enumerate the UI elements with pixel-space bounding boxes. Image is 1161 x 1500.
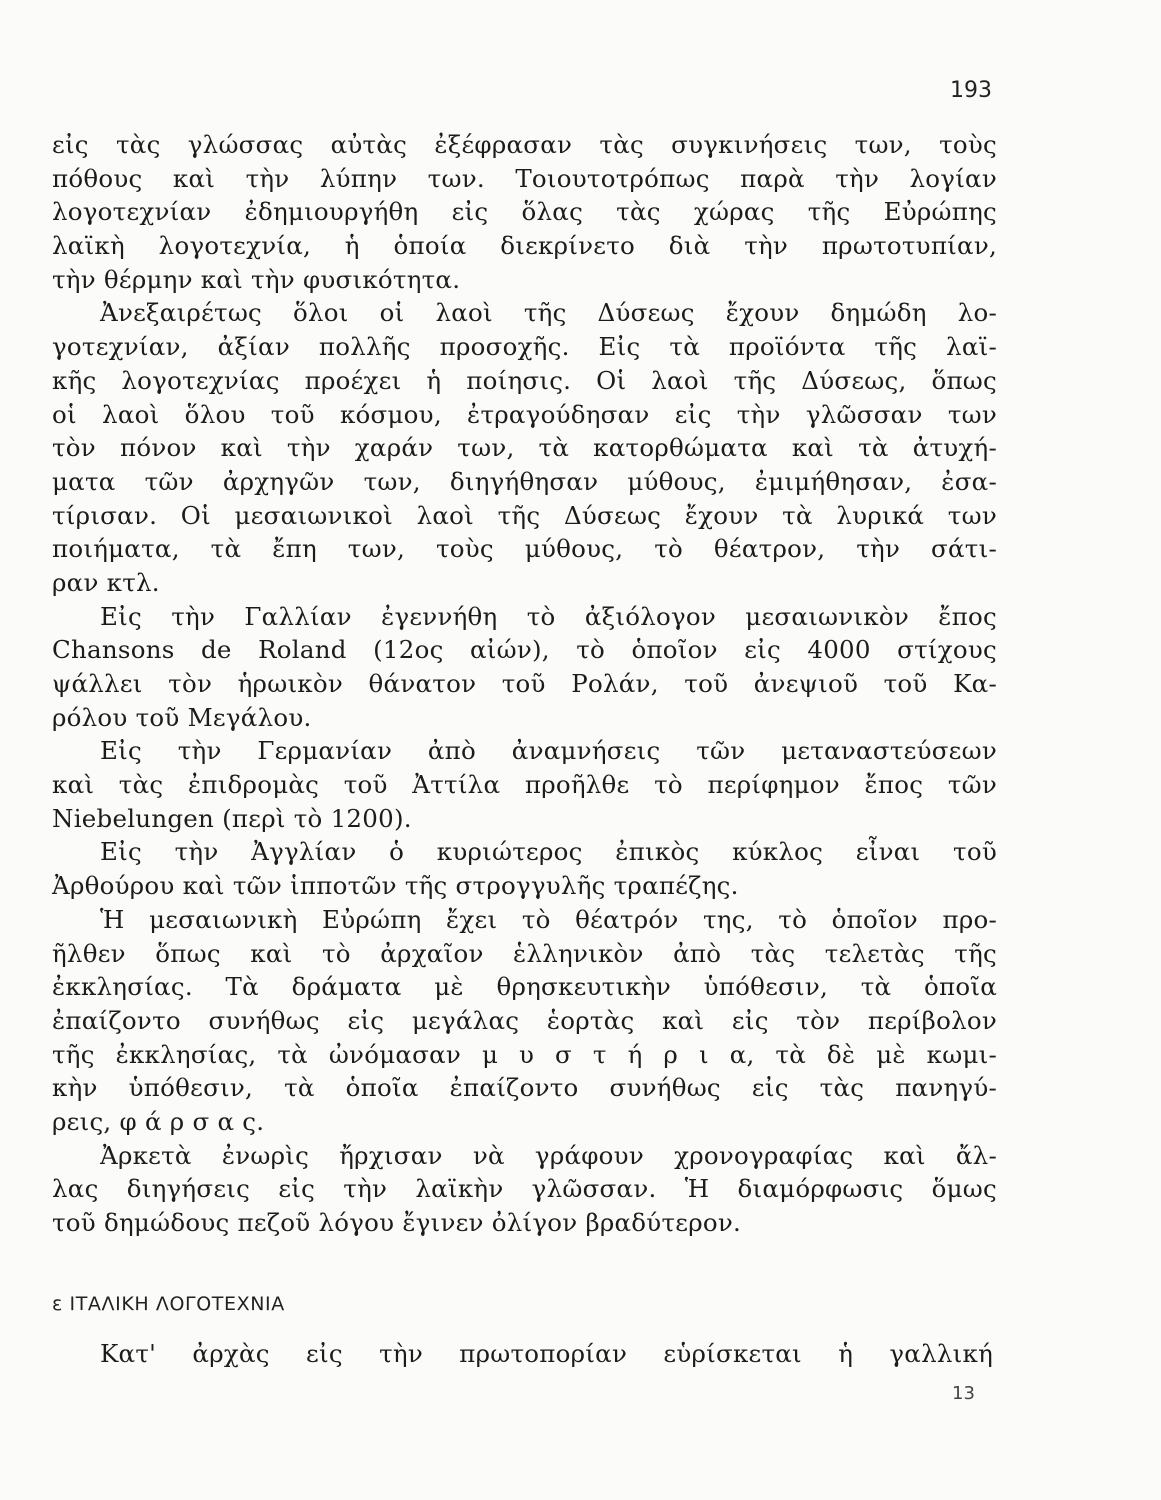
text-line: Ἡ μεσαιωνικὴ Εὐρώπη ἔχει τὸ θέατρόν της, τὸ ὁποῖον προ- xyxy=(100,904,997,934)
text-line: τίρισαν. Οἱ μεσαιωνικοὶ λαοὶ τῆς Δύσεως ἔχουν τὰ λυρικά των xyxy=(52,500,997,530)
text-line: πόθους καὶ τὴν λύπην των. Τοιουτοτρόπως παρὰ τὴν λογίαν xyxy=(52,163,997,193)
text-line: ἐπαίζοντο συνήθως εἰς μεγάλας ἑορτὰς καὶ εἰς τὸν περίβολον xyxy=(52,1005,997,1035)
text-line: Εἰς τὴν Ἀγγλίαν ὁ κυριώτερος ἐπικὸς κύκλος εἶναι τοῦ xyxy=(100,837,997,867)
body-text xyxy=(52,128,997,1240)
page-number: 193 xyxy=(950,78,992,103)
text-line: ῆλθεν ὅπως καὶ τὸ ἀρχαῖον ἑλληνικὸν ἀπὸ τὰς τελετὰς τῆς xyxy=(52,938,997,968)
text-line: Chansons de Roland (12ος αἰών), τὸ ὁποῖον εἰς 4000 στίχους xyxy=(52,635,997,665)
text-line: ψάλλει τὸν ἡρωικὸν θάνατον τοῦ Ρολάν, τοῦ ἀνεψιοῦ τοῦ Κα- xyxy=(52,669,997,698)
text-line: Ἀνεξαιρέτως ὅλοι οἱ λαοὶ τῆς Δύσεως ἔχουν δημώδη λο- xyxy=(100,298,997,328)
text-line: τὸν πόνον καὶ τὴν χαράν των, τὰ κατορθώματα καὶ τὰ ἀτυχή- xyxy=(52,433,997,463)
text-line: κὴν ὑπόθεσιν, τὰ ὁποῖα ἐπαίζοντο συνήθως εἰς τὰς πανηγύ- xyxy=(52,1073,997,1103)
text-line: τοῦ δημώδους πεζοῦ λόγου ἔγινεν ὀλίγον βραδύτερον. xyxy=(52,1208,742,1237)
text-line: ραν κτλ. xyxy=(52,567,160,597)
text-line: Ἀρκετὰ ἐνωρὶς ἤρχισαν νὰ γράφουν χρονογραφίας καὶ ἄλ- xyxy=(100,1140,997,1170)
text-line: Ἀρθούρου καὶ τῶν ἱπποτῶν τῆς στρογγυλῆς τραπέζης. xyxy=(52,871,739,901)
text-line: λαϊκὴ λογοτεχνία, ἡ ὁποία διεκρίνετο διὰ τὴν πρωτοτυπίαν, xyxy=(52,231,997,261)
text-line: λογοτεχνίαν ἐδημιουργήθη εἰς ὅλας τὰς χώρας τῆς Εὐρώπης xyxy=(52,197,997,227)
text-line: ρόλου τοῦ Μεγάλου. xyxy=(52,702,312,732)
text-line: τῆς ἐκκλησίας, τὰ ὠνόμασαν μ υ σ τ ή ρ ι α, τὰ δὲ μὲ κωμι- xyxy=(52,1039,997,1069)
text-line: ματα τῶν ἀρχηγῶν των, διηγήθησαν μύθους, ἐμιμήθησαν, ἐσα- xyxy=(52,466,997,496)
text-line: εἰς τὰς γλώσσας αὐτὰς ἐξέφρασαν τὰς συγκινήσεις των, τοὺς xyxy=(52,130,997,159)
text-line: ποιήματα, τὰ ἔπη των, τοὺς μύθους, τὸ θέατρον, τὴν σάτι- xyxy=(52,534,997,564)
text-line: τὴν θέρμην καὶ τὴν φυσικότητα. xyxy=(52,264,461,294)
text-line: γοτεχνίαν, ἀξίαν πολλῆς προσοχῆς. Εἰς τὰ προϊόντα τῆς λαϊ- xyxy=(52,332,997,362)
text-line: οἱ λαοὶ ὅλου τοῦ κόσμου, ἐτραγούδησαν εἰς τὴν γλῶσσαν των xyxy=(52,399,997,429)
text-line: Κατ' ἀρχὰς εἰς τὴν πρωτοπορίαν εὑρίσκεται ἡ γαλλική xyxy=(100,1339,993,1368)
section-heading: ε ΙΤΑΛΙΚΗ ΛΟΓΟΤΕΧΝΙΑ xyxy=(52,1293,285,1315)
text-line: κῆς λογοτεχνίας προέχει ἡ ποίησις. Οἱ λαοὶ τῆς Δύσεως, ὅπως xyxy=(52,365,997,395)
text-line: ἐκκλησίας. Τὰ δράματα μὲ θρησκευτικὴν ὑπόθεσιν, τὰ ὁποῖα xyxy=(52,972,997,1002)
text-line: Niebelungen (περὶ τὸ 1200). xyxy=(52,803,412,833)
signature-mark: 13 xyxy=(952,1383,975,1404)
text-line: Εἰς τὴν Γαλλίαν ἐγεννήθη τὸ ἀξιόλογον μεσαιωνικὸν ἔπος xyxy=(100,601,997,631)
text-line: Εἰς τὴν Γερμανίαν ἀπὸ ἀναμνήσεις τῶν μεταναστεύσεων xyxy=(100,736,997,766)
text-line: καὶ τὰς ἐπιδρομὰς τοῦ Ἀττίλα προῆλθε τὸ περίφημον ἔπος τῶν xyxy=(52,770,997,800)
text-line: λας διηγήσεις εἰς τὴν λαϊκὴν γλῶσσαν. Ἡ διαμόρφωσις ὅμως xyxy=(52,1174,997,1204)
text-line: ρεις, φ ά ρ σ α ς. xyxy=(52,1106,265,1136)
